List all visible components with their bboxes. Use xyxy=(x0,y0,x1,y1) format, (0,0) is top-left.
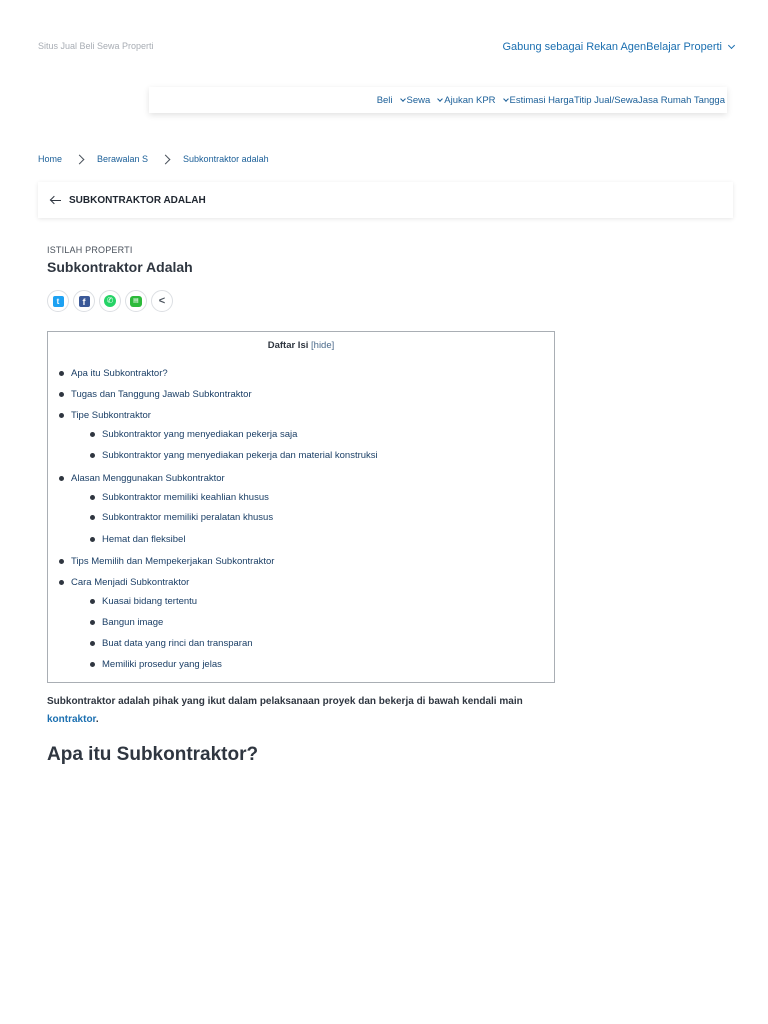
facebook-share-button[interactable] xyxy=(73,290,95,312)
page-title: Subkontraktor Adalah xyxy=(47,259,193,275)
toc-title: Daftar Isi xyxy=(267,340,309,351)
join-agent-link[interactable]: Gabung sebagai Rekan Agen xyxy=(502,41,647,53)
breadcrumb-current[interactable]: Subkontraktor adalah xyxy=(183,154,269,164)
bullet-icon xyxy=(90,453,95,458)
intro-end: . xyxy=(95,714,99,725)
nav-item-label: Estimasi Harga xyxy=(509,94,574,106)
nav-item-sewa[interactable] xyxy=(407,95,445,106)
share-icon: < xyxy=(158,295,166,307)
toc-subitem[interactable] xyxy=(90,450,378,461)
toc-subitem[interactable] xyxy=(90,512,273,523)
toc-item-label: Bangun image xyxy=(102,617,164,628)
kontraktor-link[interactable]: kontraktor xyxy=(47,714,96,725)
toc-item-label: Alasan Menggunakan Subkontraktor xyxy=(71,473,225,484)
intro-text: Subkontraktor adalah pihak yang ikut dalam pelaksanaan proyek dan bekerja di bawah kendali main xyxy=(47,696,523,707)
main-nav xyxy=(149,87,727,113)
line-icon: ▤ xyxy=(130,296,142,307)
toc-item-label: Subkontraktor memiliki keahlian khusus xyxy=(102,492,269,503)
toc-item-label: Subkontraktor yang menyediakan pekerja dan material konstruksi xyxy=(102,450,378,461)
toc-item-label: Buat data yang rinci dan transparan xyxy=(102,638,253,649)
share-buttons xyxy=(47,290,177,312)
toc-item[interactable] xyxy=(59,389,252,400)
bullet-icon xyxy=(90,537,95,542)
nav-item-estimasi-harga[interactable] xyxy=(510,95,574,106)
bullet-icon xyxy=(90,641,95,646)
facebook-icon: f xyxy=(79,296,90,307)
nav-item-label: Beli xyxy=(376,94,393,106)
toc-item[interactable] xyxy=(59,577,189,588)
toc-subitem[interactable] xyxy=(90,429,297,440)
nav-item-beli[interactable] xyxy=(377,95,407,106)
toc-item-label: Tips Memilih dan Mempekerjakan Subkontraktor xyxy=(71,556,275,567)
chevron-down-icon xyxy=(437,96,443,102)
bullet-icon xyxy=(59,413,64,418)
whatsapp-share-button[interactable] xyxy=(99,290,121,312)
toc-item-label: Kuasai bidang tertentu xyxy=(102,596,198,607)
toc-item-label: Tugas dan Tanggung Jawab Subkontraktor xyxy=(71,389,252,400)
nav-item-label: Titip Jual/Sewa xyxy=(573,94,639,106)
chevron-right-icon xyxy=(75,154,85,164)
category-label: ISTILAH PROPERTI xyxy=(47,245,133,255)
breadcrumb-home[interactable]: Home xyxy=(38,154,63,164)
chevron-down-icon xyxy=(400,96,406,102)
top-links xyxy=(502,41,734,53)
bullet-icon xyxy=(59,559,64,564)
share-button[interactable] xyxy=(151,290,173,312)
arrow-left-icon[interactable] xyxy=(50,195,62,205)
nav-item-jasa-rumah-tangga[interactable] xyxy=(638,95,725,106)
bullet-icon xyxy=(90,495,95,500)
chevron-right-icon xyxy=(161,154,171,164)
bullet-icon xyxy=(90,662,95,667)
title-strip xyxy=(38,182,733,218)
nav-item-ajukan-kpr[interactable] xyxy=(444,95,509,106)
site-tagline: Situs Jual Beli Sewa Properti xyxy=(38,41,154,51)
toc-item-label: Subkontraktor memiliki peralatan khusus xyxy=(102,512,274,523)
chevron-down-icon[interactable] xyxy=(728,42,735,49)
breadcrumb-section[interactable]: Berawalan S xyxy=(97,154,149,164)
strip-title: SUBKONTRAKTOR ADALAH xyxy=(69,194,206,206)
bullet-icon xyxy=(59,392,64,397)
top-header xyxy=(0,0,768,80)
bullet-icon xyxy=(90,599,95,604)
toc-item[interactable] xyxy=(59,556,274,567)
twitter-icon: t xyxy=(53,296,64,307)
chevron-down-icon xyxy=(503,96,509,102)
bullet-icon xyxy=(59,371,64,376)
nav-item-label: Ajukan KPR xyxy=(444,94,496,106)
bullet-icon xyxy=(90,620,95,625)
nav-item-label: Sewa xyxy=(406,94,431,106)
nav-item-label: Jasa Rumah Tangga xyxy=(638,94,725,106)
toc-header xyxy=(48,340,554,351)
toc-item[interactable] xyxy=(59,410,151,421)
toc-subitem[interactable] xyxy=(90,534,185,545)
bullet-icon xyxy=(90,515,95,520)
intro-paragraph xyxy=(47,693,557,729)
toc-item-label: Memiliki prosedur yang jelas xyxy=(102,659,222,670)
toc-item-label: Tipe Subkontraktor xyxy=(71,410,151,421)
breadcrumb xyxy=(38,154,269,164)
toc-subitem[interactable] xyxy=(90,617,163,628)
learn-property-link[interactable]: Belajar Properti xyxy=(646,41,722,53)
toc-item[interactable] xyxy=(59,473,225,484)
toc-item-label: Apa itu Subkontraktor? xyxy=(71,368,168,379)
nav-item-titip-jual-sewa[interactable] xyxy=(574,95,638,106)
bullet-icon xyxy=(90,432,95,437)
toc-item-label: Cara Menjadi Subkontraktor xyxy=(71,577,190,588)
section-heading: Apa itu Subkontraktor? xyxy=(47,744,259,765)
table-of-contents xyxy=(47,331,555,683)
toc-subitem[interactable] xyxy=(90,492,269,503)
toc-subitem[interactable] xyxy=(90,659,222,670)
toc-hide-toggle[interactable]: [hide] xyxy=(311,340,335,351)
toc-item-label: Subkontraktor yang menyediakan pekerja saja xyxy=(102,429,298,440)
bullet-icon xyxy=(59,476,64,481)
bullet-icon xyxy=(59,580,64,585)
toc-subitem[interactable] xyxy=(90,596,197,607)
twitter-share-button[interactable] xyxy=(47,290,69,312)
toc-item-label: Hemat dan fleksibel xyxy=(102,534,186,545)
whatsapp-icon: ✆ xyxy=(104,295,116,307)
line-share-button[interactable] xyxy=(125,290,147,312)
toc-subitem[interactable] xyxy=(90,638,253,649)
toc-item[interactable] xyxy=(59,368,168,379)
